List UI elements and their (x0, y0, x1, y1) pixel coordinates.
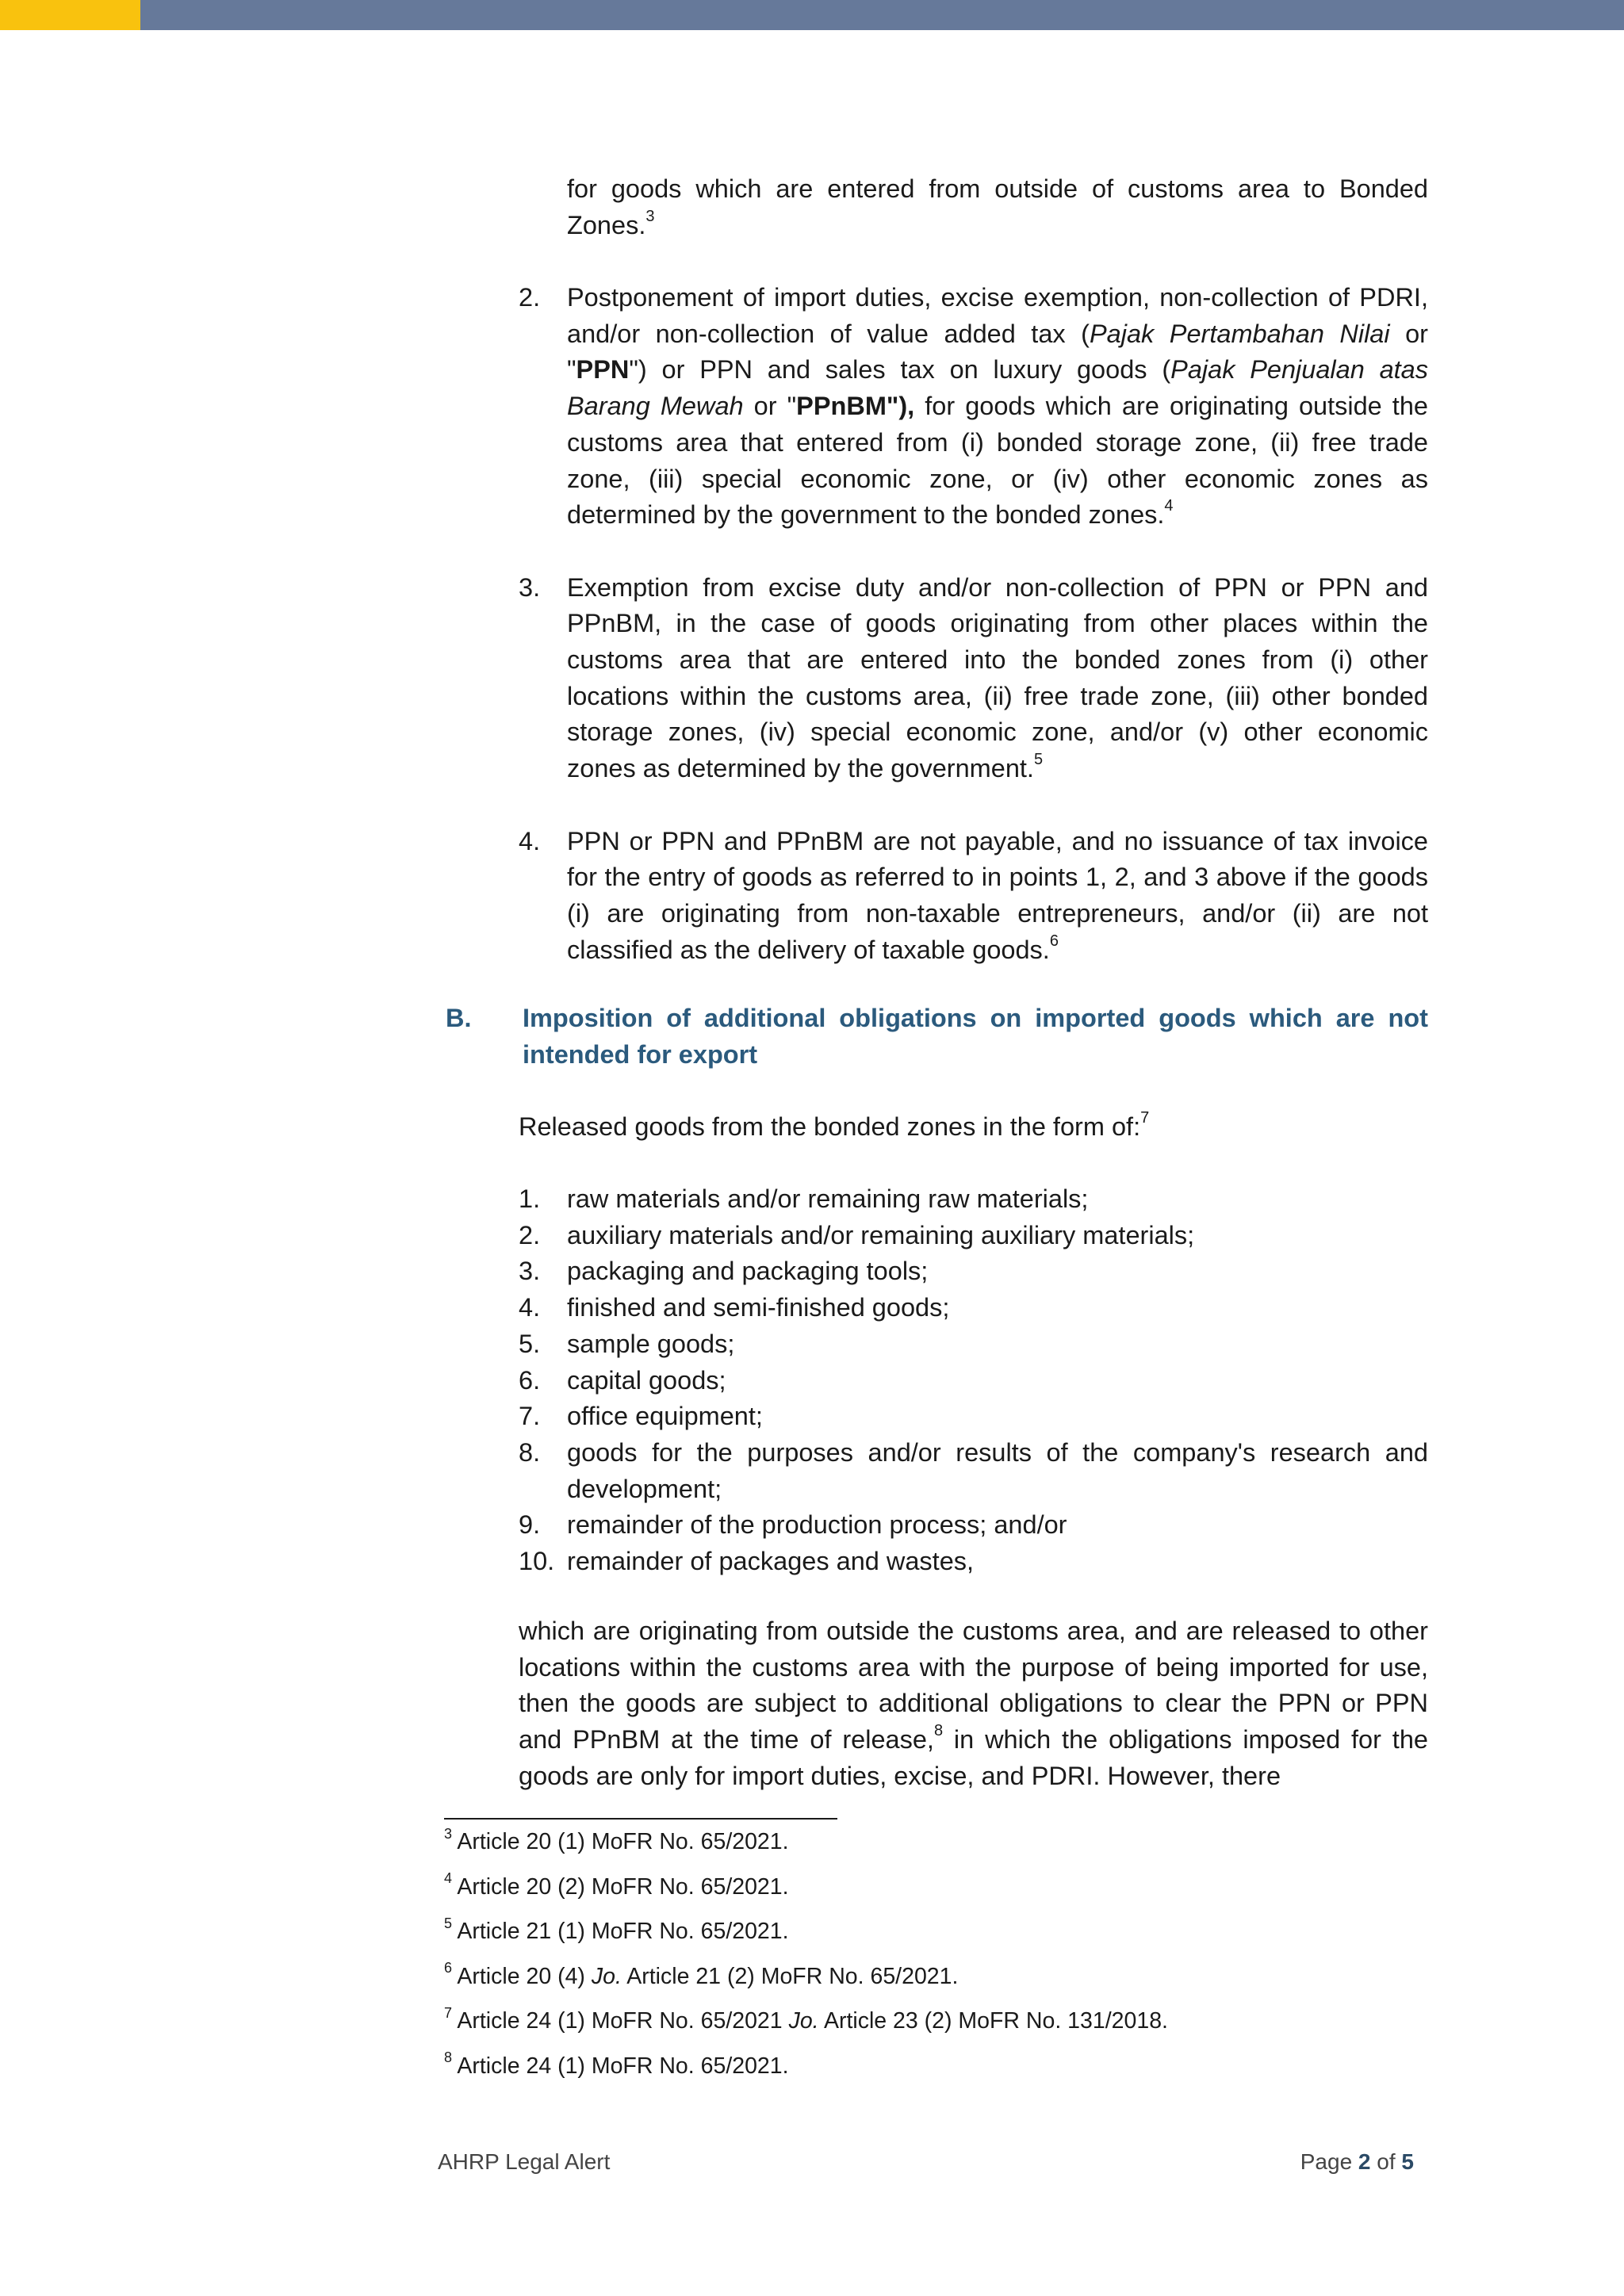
footnote-separator (444, 1818, 837, 1820)
list-item: 8. goods for the purposes and/or results of the company's research and development; (519, 1437, 1428, 1503)
list-item: 4. finished and semi-finished goods; (519, 1293, 950, 1322)
footnote-ref-6[interactable]: 6 (1049, 932, 1059, 950)
list-item: 5. sample goods; (519, 1329, 735, 1358)
footnote-ref-5[interactable]: 5 (1033, 751, 1044, 769)
footnote-ref-8[interactable]: 8 (933, 1722, 944, 1740)
list-item: 7. office equipment; (519, 1402, 763, 1431)
section-title: Imposition of additional obligations on imported goods which are not intended for export (523, 1004, 1428, 1069)
list-item-text: PPN or PPN and PPnBM are not payable, and no issuance of tax invoice for the entry of goods as referred to in points 1, 2, and 3 above if the goods (i) are originating from non-taxable entrepreneurs, and/or (ii) are not classified as the delivery of taxable goods.$^6$ (567, 826, 1428, 964)
released-intro: Released goods from the bonded zones in the form of:$^7$ (519, 1109, 1150, 1141)
footnote-8: $^8$ Article 24 (1) MoFR No. 65/2021. (444, 2049, 789, 2079)
list-number: 3. (519, 572, 541, 602)
list-item: 10. remainder of packages and wastes, (519, 1547, 975, 1576)
numbered-list-a (519, 280, 1428, 968)
page-number: Page 2 of 5 (1300, 2149, 1414, 2174)
closing-paragraph: which are originating from outside the customs area, and are released to other locations within the customs area with the purpose of being imported for use, then the goods are subject to additional obligations to clear the PPN or PPN and PPnBM at the time of release,$^8$ in which the obligations imposed for the goods are only for import duties, excise, and PDRI. However, there (519, 1617, 1428, 1790)
footnote-6: $^6$ Article 20 (4) Jo. Article 21 (2) MoFR No. 65/2021. (444, 1960, 959, 1989)
list-item: 3. packaging and packaging tools; (519, 1257, 929, 1286)
footnote-5: $^5$ Article 21 (1) MoFR No. 65/2021. (444, 1915, 789, 1944)
footnote-4: $^4$ Article 20 (2) MoFR No. 65/2021. (444, 1870, 789, 1900)
list-item: 2. auxiliary materials and/or remaining auxiliary materials; (519, 1220, 1195, 1249)
footnote-ref-4[interactable]: 4 (1164, 497, 1174, 515)
section-letter: B. (446, 1004, 472, 1032)
footer-title: AHRP Legal Alert (438, 2149, 611, 2174)
goods-list (519, 1181, 1428, 1580)
footnote-7: $^7$ Article 24 (1) MoFR No. 65/2021 Jo. Article 23 (2) MoFR No. 131/2018. (444, 2004, 1168, 2034)
list-item-4 (519, 824, 1428, 969)
list-item-2 (519, 280, 1428, 534)
list-item-text: Postponement of import duties, excise exemption, non-collection of PDRI, and/or non-collection of value added tax (Pajak Pertambahan Nilai or "PPN") or PPN and sales tax on luxury goods (Pajak Penjualan atas Barang Mewah or "PPnBM"), for goods which are originating outside the customs area that entered from (i) bonded storage zone, (ii) free trade zone, (iii) special economic zone, or (iv) other economic zones as determined by the government to the bonded zones.$^4$ (567, 283, 1428, 530)
list-item: 9. remainder of the production process; and/or (519, 1510, 1067, 1540)
list-item: 6. capital goods; (519, 1365, 726, 1395)
list-item: 1. raw materials and/or remaining raw materials; (519, 1184, 1089, 1213)
list-item-3 (519, 570, 1428, 787)
footnote-ref-3[interactable]: 3 (645, 207, 655, 225)
list-item-text: Exemption from excise duty and/or non-collection of PPN or PPN and PPnBM, in the case of goods originating from other places within the customs area that are entered into the bonded zones from (i) other locations within the customs area, (ii) free trade zone, (iii) other bonded storage zones, (iv) special economic zone, and/or (v) other economic zones as determined by the government.$^5$ (567, 572, 1428, 783)
section-b-heading (446, 1001, 1428, 1073)
list-number: 4. (519, 826, 541, 855)
item-1-continuation: for goods which are entered from outside of customs area to Bonded Zones.$^3$ (567, 174, 1428, 239)
list-number: 2. (519, 283, 541, 312)
footnote-3: $^3$ Article 20 (1) MoFR No. 65/2021. (444, 1825, 789, 1854)
footnote-ref-7[interactable]: 7 (1140, 1109, 1150, 1127)
footnotes (444, 1826, 1427, 2095)
